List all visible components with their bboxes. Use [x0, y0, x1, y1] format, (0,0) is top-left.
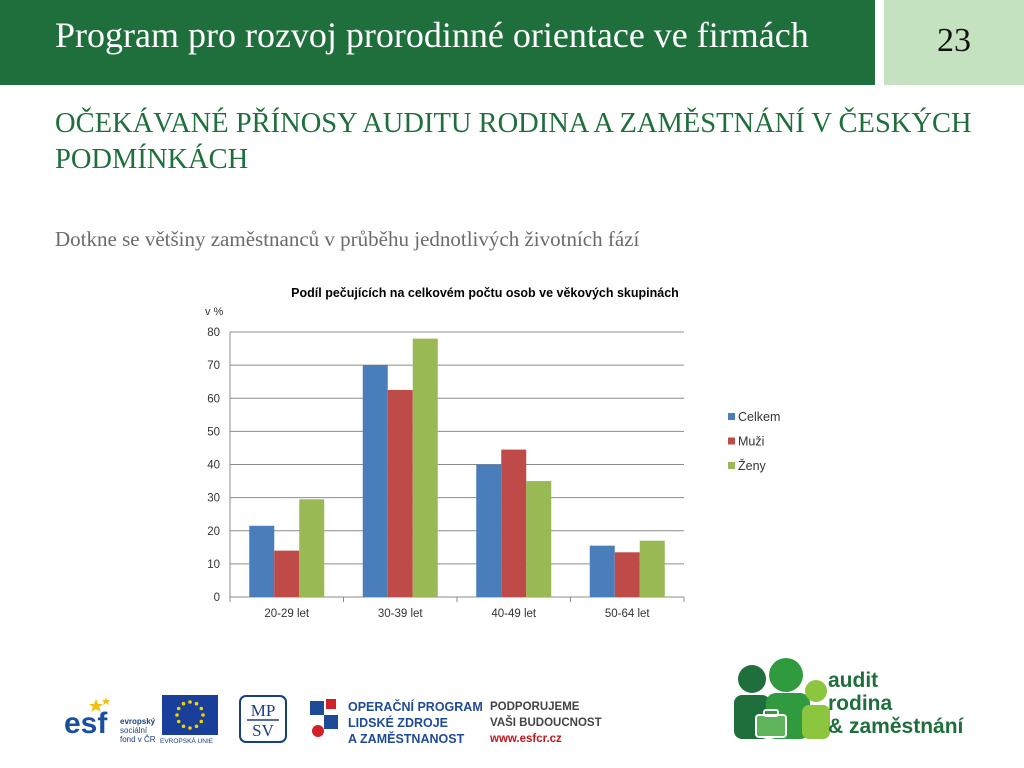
legend-swatch-ženy — [728, 462, 735, 469]
esf-caption-2: sociální — [120, 726, 148, 735]
page-number: 23 — [937, 22, 971, 59]
eu-star — [182, 725, 186, 729]
y-tick-label: 80 — [207, 327, 220, 339]
audit-logo-line-2: rodina — [828, 692, 893, 715]
bar-ženy — [526, 481, 551, 597]
op-lzz-line-1: OPERAČNÍ PROGRAM — [348, 700, 483, 714]
slide-heading: OČEKÁVANÉ PŘÍNOSY AUDITU RODINA A ZAMĚSTNÁNÍ V ČESKÝCH PODMÍNKÁCH — [55, 108, 972, 175]
legend-label-ženy: Ženy — [738, 459, 766, 473]
legend-label-muži: Muži — [738, 434, 765, 449]
eu-star — [200, 707, 204, 711]
header-divider — [875, 0, 884, 85]
bar-muži — [274, 551, 299, 597]
bar-ženy — [640, 541, 665, 597]
eu-star — [182, 702, 186, 706]
y-tick-label: 0 — [213, 592, 220, 604]
bar-muži — [615, 552, 640, 597]
eu-caption: EVROPSKÁ UNIE — [160, 738, 214, 745]
eu-star — [177, 707, 181, 711]
op-lzz-icon — [310, 697, 344, 741]
support-line-1: PODPORUJEME — [490, 701, 580, 713]
audit-logo-line-1: audit — [828, 669, 879, 692]
eu-star — [177, 720, 181, 724]
legend-swatch-muži — [728, 438, 735, 445]
slide-subtitle: Dotkne se většiny zaměstnanců v průběhu jednotlivých životních fází — [55, 227, 640, 251]
support-url: www.esfcr.cz — [490, 733, 562, 745]
bar-muži — [501, 450, 526, 597]
op-lzz-line-3: A ZAMĚSTNANOST — [348, 732, 465, 746]
eu-star — [195, 702, 199, 706]
audit-logo-line-3: & zaměstnání — [828, 715, 964, 738]
eu-star — [175, 713, 179, 717]
y-tick-label: 40 — [207, 459, 220, 472]
y-tick-label: 30 — [207, 492, 220, 505]
eu-star — [201, 713, 205, 717]
bar-muži — [388, 390, 413, 597]
x-tick-label: 50-64 let — [604, 608, 650, 620]
mpsv-logo-top: MP — [250, 701, 276, 720]
y-tick-label: 10 — [207, 558, 220, 571]
op-lzz-line-2: LIDSKÉ ZDROJE — [348, 716, 449, 730]
y-tick-label: 60 — [207, 393, 220, 406]
mpsv-logo — [239, 695, 287, 743]
esf-caption-1: evropský — [120, 717, 156, 726]
x-tick-label: 20-29 let — [264, 608, 310, 620]
chart-canvas — [193, 272, 830, 632]
presentation-title: Program pro rozvoj prorodinné orientace ve firmách — [55, 15, 809, 55]
x-tick-label: 40-49 let — [491, 608, 537, 620]
esf-caption-3: fond v ČR — [120, 735, 156, 744]
page-number-box — [884, 0, 1024, 85]
header-bar — [0, 0, 875, 85]
y-axis-label: v % — [205, 306, 224, 318]
bar-ženy — [299, 499, 324, 597]
y-tick-label: 20 — [207, 525, 220, 538]
support-line-2: VAŠI BUDOUCNOST — [490, 717, 602, 729]
eu-star — [188, 726, 192, 730]
legend-swatch-celkem — [728, 413, 735, 420]
bar-celkem — [476, 465, 501, 598]
eu-star — [200, 720, 204, 724]
audit-family-logo-icon — [730, 657, 830, 743]
eu-flag-icon — [162, 695, 218, 735]
bar-celkem — [590, 546, 615, 597]
bar-celkem — [249, 526, 274, 597]
y-tick-label: 50 — [207, 426, 220, 439]
bar-celkem — [363, 365, 388, 597]
mpsv-logo-bottom: SV — [252, 721, 274, 740]
y-tick-label: 70 — [207, 360, 220, 373]
legend-label-celkem: Celkem — [738, 410, 781, 424]
bar-ženy — [413, 339, 438, 597]
eu-star — [188, 700, 192, 704]
bar-chart — [193, 272, 830, 632]
footer-logos — [0, 655, 1024, 768]
chart-title: Podíl pečujících na celkovém počtu osob ve věkových skupinách — [291, 286, 679, 300]
x-tick-label: 30-39 let — [377, 608, 423, 620]
eu-star — [195, 725, 199, 729]
esf-logo-text: esf — [64, 707, 108, 740]
